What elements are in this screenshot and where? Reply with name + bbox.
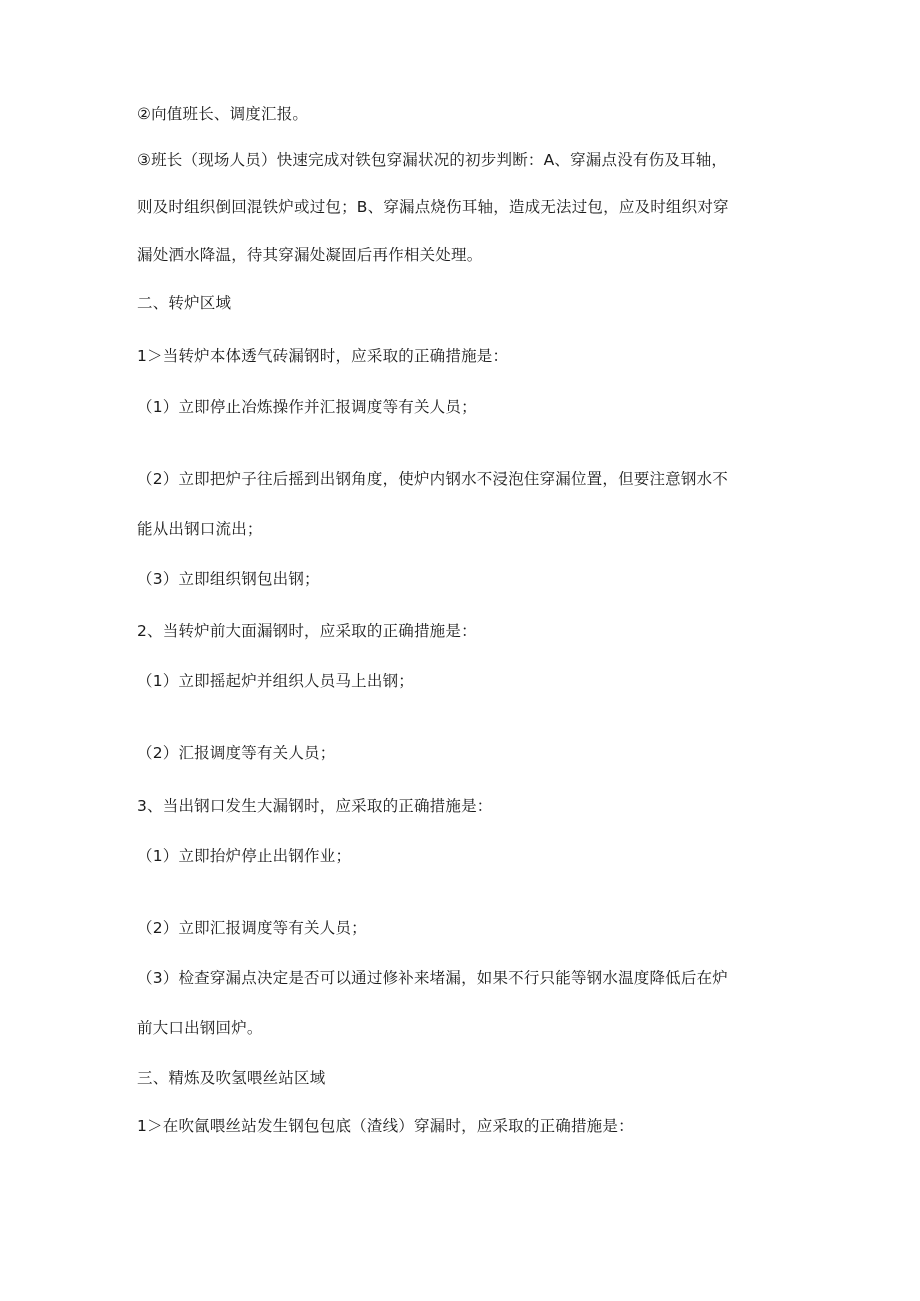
list-item: （2）汇报调度等有关人员； — [137, 744, 336, 762]
list-item: （2）立即汇报调度等有关人员； — [137, 919, 367, 937]
section-heading: 三、精炼及吹氢喂丝站区域 — [137, 1069, 326, 1087]
list-item: （1）立即抬炉停止出钢作业； — [137, 847, 352, 865]
list-item: （1）立即停止冶炼操作并汇报调度等有关人员； — [137, 398, 477, 416]
list-item: （1）立即摇起炉并组织人员马上出钢； — [137, 672, 414, 690]
list-item: （2）立即把炉子往后摇到出钢角度，使炉内钢水不浸泡住穿漏位置，但要注意钢水不 — [137, 470, 728, 488]
paragraph-line: 1＞当转炉本体透气砖漏钢时，应采取的正确措施是： — [137, 347, 509, 365]
paragraph-line: ②向值班长、调度汇报。 — [137, 105, 309, 123]
paragraph-line: 漏处洒水降温，待其穿漏处凝固后再作相关处理。 — [137, 246, 483, 264]
paragraph-line: 则及时组织倒回混铁炉或过包；B、穿漏点烧伤耳轴，造成无法过包，应及时组织对穿 — [137, 198, 729, 216]
paragraph-line: ③班长（现场人员）快速完成对铁包穿漏状况的初步判断：A、穿漏点没有伤及耳轴， — [137, 151, 728, 169]
paragraph-line: 2、当转炉前大面漏钢时，应采取的正确措施是： — [137, 622, 477, 640]
list-item-continuation: 前大口出钢回炉。 — [137, 1019, 263, 1037]
section-heading: 二、转炉区域 — [137, 294, 232, 312]
list-item: （3）立即组织钢包出钢； — [137, 570, 320, 588]
list-item-continuation: 能从出钢口流出； — [137, 520, 263, 538]
list-item: （3）检查穿漏点决定是否可以通过修补来堵漏，如果不行只能等钢水温度降低后在炉 — [137, 969, 728, 987]
paragraph-line: 3、当出钢口发生大漏钢时，应采取的正确措施是： — [137, 797, 493, 815]
paragraph-line: 1＞在吹氤喂丝站发生钢包包底（渣线）穿漏时，应采取的正确措施是： — [137, 1117, 634, 1135]
